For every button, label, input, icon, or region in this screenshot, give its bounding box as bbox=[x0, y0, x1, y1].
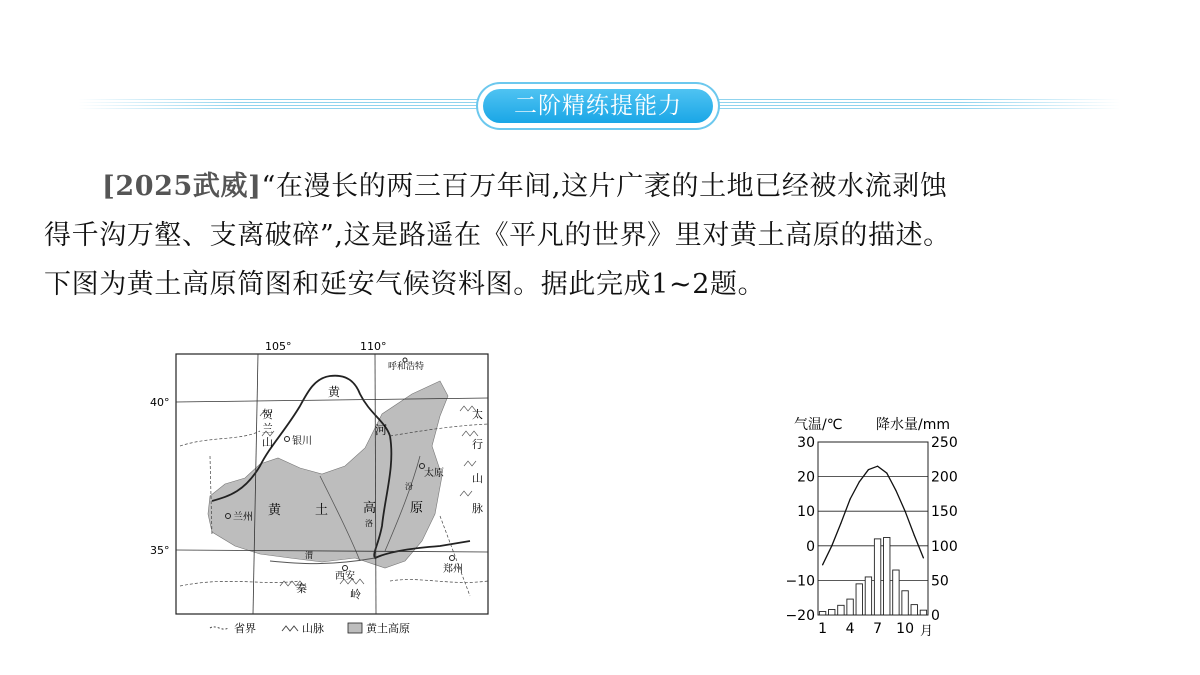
precip-bar-month-11 bbox=[911, 605, 917, 615]
mountain-char-ling: 岭 bbox=[350, 588, 361, 601]
lon-label-110: 110° bbox=[360, 340, 387, 353]
river-char-1: 黄 bbox=[328, 385, 341, 399]
question-line-3: 下图为黄土高原简图和延安气候资料图。据此完成1~2题。 bbox=[44, 269, 766, 300]
precip-tick-label: 200 bbox=[931, 469, 958, 486]
city-hohhot: 呼和浩特 bbox=[388, 362, 425, 372]
mountain-char-hang: 行 bbox=[472, 438, 483, 451]
mountain-char-lan: 兰 bbox=[262, 422, 273, 435]
mountain-char-tai: 太 bbox=[472, 408, 483, 421]
banner-decoration-right bbox=[718, 99, 1120, 109]
precip-bar-month-8 bbox=[884, 537, 890, 615]
mountain-char-shan1: 山 bbox=[262, 436, 273, 449]
precip-bar-month-5 bbox=[856, 584, 862, 615]
lat-label-40: 40° bbox=[150, 396, 170, 409]
region-char-3: 高 bbox=[363, 501, 377, 516]
loess-plateau-map bbox=[150, 336, 495, 644]
temp-tick-label: 10 bbox=[797, 504, 815, 521]
temp-tick-label: 20 bbox=[797, 469, 815, 486]
section-title: 二阶精练提能力 bbox=[483, 89, 713, 123]
section-banner bbox=[478, 84, 718, 128]
river-luo-label: 洛 bbox=[365, 519, 373, 528]
city-yinchuan: 银川 bbox=[292, 436, 312, 447]
mountain-char-qin: 秦 bbox=[296, 582, 307, 595]
legend-plateau-label: 黄土高原 bbox=[366, 622, 410, 635]
precip-bar-month-6 bbox=[865, 577, 871, 615]
question-line-1: [2025武威]“在漫长的两三百万年间,这片广袤的土地已经被水流剥蚀 bbox=[102, 171, 948, 202]
lat-label-35: 35° bbox=[150, 544, 170, 557]
legend-mountain-symbol bbox=[282, 626, 298, 631]
mountain-char-he: 贺 bbox=[262, 408, 273, 421]
river-fen-label: 汾 bbox=[405, 482, 413, 491]
river-wei-label: 渭 bbox=[305, 551, 313, 560]
region-char-1: 黄 bbox=[268, 503, 282, 518]
temp-tick-label: 30 bbox=[797, 435, 815, 451]
precip-tick-label: 250 bbox=[931, 435, 958, 451]
precip-tick-label: 50 bbox=[931, 573, 949, 590]
chart-title-temperature: 气温/℃ bbox=[794, 417, 843, 433]
precip-tick-label: 0 bbox=[931, 608, 940, 624]
city-lanzhou: 兰州 bbox=[233, 512, 253, 523]
month-tick-label: 10 bbox=[896, 621, 914, 637]
city-taiyuan: 太原 bbox=[424, 468, 444, 479]
temp-tick-label: 0 bbox=[806, 538, 815, 555]
question-source: [2025武威] bbox=[102, 171, 262, 202]
mountain-char-mai: 脉 bbox=[472, 502, 483, 515]
chart-title-precipitation: 降水量/mm bbox=[876, 417, 950, 433]
river-char-2: 河 bbox=[375, 423, 388, 437]
precip-bar-month-1 bbox=[819, 612, 825, 615]
precip-bar-month-3 bbox=[838, 605, 844, 615]
temp-tick-label: −20 bbox=[785, 608, 815, 624]
month-tick-label: 1 bbox=[818, 621, 828, 637]
mountain-char-shan2: 山 bbox=[472, 472, 483, 485]
legend-plateau-symbol bbox=[348, 623, 362, 633]
lon-label-105: 105° bbox=[265, 340, 292, 353]
precip-bar-month-4 bbox=[847, 599, 853, 615]
city-zhengzhou: 郑州 bbox=[443, 564, 463, 575]
precip-bar-month-2 bbox=[829, 609, 835, 615]
precip-bars bbox=[819, 466, 926, 615]
legend-boundary-label: 省界 bbox=[234, 622, 256, 635]
region-char-4: 原 bbox=[410, 501, 424, 516]
question-paragraph bbox=[44, 162, 1174, 309]
city-xian: 西安 bbox=[335, 571, 355, 582]
month-unit-label: 月 bbox=[920, 624, 934, 639]
temp-tick-label: −10 bbox=[785, 573, 815, 590]
legend-boundary-symbol bbox=[210, 627, 228, 629]
precip-tick-label: 100 bbox=[931, 538, 958, 555]
precip-bar-month-12 bbox=[920, 610, 926, 615]
month-tick-label: 7 bbox=[873, 621, 883, 637]
precip-tick-label: 150 bbox=[931, 504, 958, 521]
temperature-line bbox=[823, 466, 924, 565]
month-tick-label: 4 bbox=[845, 621, 855, 637]
precip-bar-month-10 bbox=[902, 591, 908, 615]
question-line-2: 得千沟万壑、支离破碎”,这是路遥在《平凡的世界》里对黄土高原的描述。 bbox=[44, 220, 951, 251]
banner-decoration-left bbox=[78, 99, 480, 109]
precip-bar-month-9 bbox=[893, 570, 899, 615]
region-char-2: 土 bbox=[315, 503, 329, 518]
legend-mountain-label: 山脉 bbox=[302, 622, 324, 635]
precip-bar-month-7 bbox=[874, 539, 880, 615]
climate-chart bbox=[780, 408, 990, 643]
